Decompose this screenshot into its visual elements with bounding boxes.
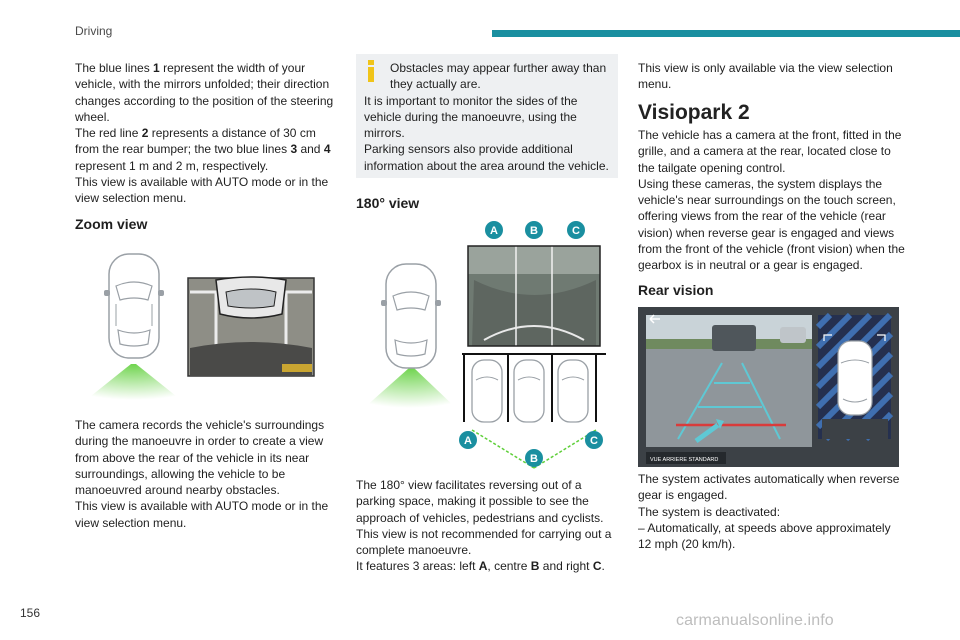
- rear-vision-text: [638, 471, 906, 552]
- zoom-view-illustration: [86, 252, 326, 404]
- zoom-camera-image: [188, 277, 314, 376]
- header-accent-bar: [492, 30, 960, 37]
- label-top-b: [525, 221, 543, 239]
- view-180-illustration: [364, 220, 614, 474]
- rear-camera-view: [646, 315, 812, 447]
- heading-rear-vision: Rear vision: [638, 282, 714, 298]
- paragraph-blue-lines: The blue lines 1 represent the width of your vehicle, with the mirrors unfolded; their direction changes according to the position of the steering wheel.: [75, 61, 334, 124]
- svg-text:A: A: [490, 225, 498, 237]
- info-line-obstacles: Obstacles may appear further away than they actually are.: [390, 61, 607, 92]
- watermark: carmanualsonline.info: [676, 612, 834, 629]
- camera-field-of-view: [364, 368, 456, 408]
- paragraph-180-areas: It features 3 areas: left A, centre B and right C.: [356, 559, 605, 574]
- info-box: [356, 54, 618, 178]
- svg-text:A: A: [464, 435, 472, 447]
- label-top-a: [485, 221, 503, 239]
- screen-label: VUE ARRIERE STANDARD: [650, 457, 719, 463]
- rear-top-view-panel: [818, 315, 891, 439]
- column-middle-lower: [356, 477, 621, 575]
- paragraph-180-description: The 180° view facilitates reversing out of a parking space, making it possible to see the approach of vehicles, pedestrians and cyclists. This view is not recommended for carrying out a complete manoeuvre.: [356, 478, 612, 558]
- svg-text:C: C: [572, 225, 580, 237]
- car-top-view-icon: [381, 264, 441, 368]
- paragraph-zoom-description: The camera records the vehicle's surroundings during the manoeuvre in order to create a view from above the rear of the vehicle in its near surroundings, allowing the vehicle to be manoeuvred around nearby obstacles.: [75, 418, 325, 498]
- svg-text:C: C: [590, 435, 598, 447]
- label-bottom-b: [525, 449, 543, 467]
- heading-visiopark-2: Visiopark 2: [638, 101, 750, 124]
- svg-text:B: B: [530, 225, 538, 237]
- column-right: [638, 60, 906, 93]
- svg-text:B: B: [530, 453, 538, 465]
- paragraph-visiopark-cameras: The vehicle has a camera at the front, fitted in the grille, and a camera at the rear, located close to the tailgate opening control.: [638, 128, 902, 175]
- paragraph-view-menu-only: This view is only available via the view selection menu.: [638, 61, 893, 92]
- visiopark-description: [638, 127, 906, 274]
- page-number: 156: [20, 606, 41, 620]
- rear-vision-screen: [638, 307, 899, 467]
- info-line-monitor: It is important to monitor the sides of the vehicle during the manoeuvre, using the mirrors.: [364, 93, 578, 141]
- car-top-view-icon: [104, 254, 164, 358]
- heading-180-view: 180° view: [356, 195, 420, 211]
- paragraph-rear-speed: – Automatically, at speeds above approximately 12 mph (20 km/h).: [638, 520, 891, 552]
- info-text: [364, 60, 616, 174]
- camera-field-of-view: [86, 364, 181, 400]
- view-180-camera-image: [468, 246, 600, 346]
- paragraph-visiopark-display: Using these cameras, the system displays the vehicle's near surroundings on the touch screen, offering views from the rear of the vehicle (rear vision) when reverse gear is engaged and views from the front of the vehicle (front vision) when the gearbox is in neutral or a gear is engaged.: [638, 176, 905, 273]
- column-left-lower: [75, 417, 337, 531]
- column-left: [75, 60, 337, 207]
- label-bottom-a: [459, 431, 477, 449]
- running-header: Driving: [75, 24, 113, 38]
- paragraph-rear-deactivated: The system is deactivated:: [638, 504, 781, 519]
- label-bottom-c: [585, 431, 603, 449]
- paragraph-availability: This view is available with AUTO mode or in the view selection menu.: [75, 175, 329, 206]
- info-line-sensors: Parking sensors also provide additional information about the area around the vehicle.: [364, 142, 609, 173]
- heading-zoom-view: Zoom view: [75, 216, 148, 232]
- paragraph-red-line: The red line 2 represents a distance of 30 cm from the rear bumper; the two blue lines 3 and 4 represent 1 m and 2 m, respectively.: [75, 126, 331, 173]
- paragraph-rear-activates: The system activates automatically when reverse gear is engaged.: [638, 472, 900, 503]
- paragraph-zoom-availability: This view is available with AUTO mode or in the view selection menu.: [75, 499, 329, 530]
- label-top-c: [567, 221, 585, 239]
